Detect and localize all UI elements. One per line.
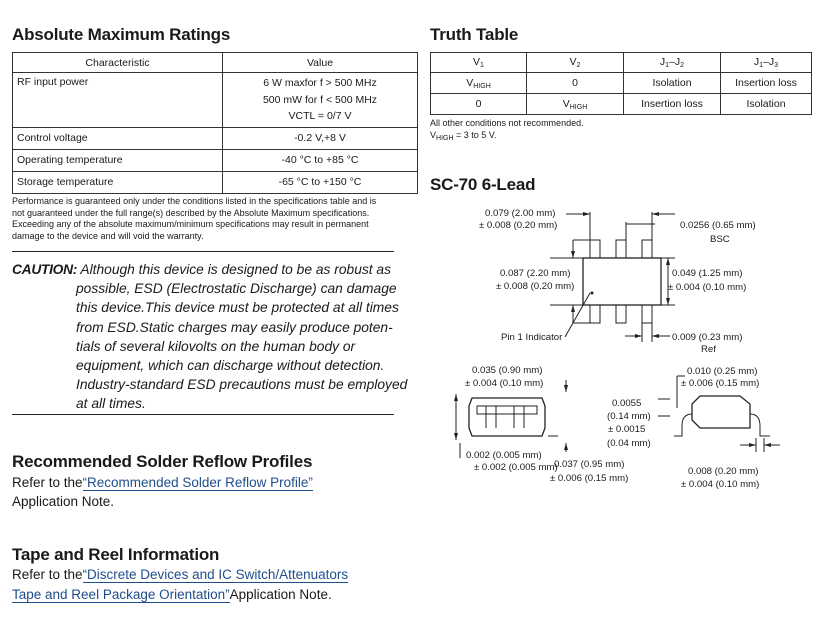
tape-link-line2[interactable]: Tape and Reel Package Orientation” <box>12 586 230 602</box>
amr-row-char: Control voltage <box>13 127 223 149</box>
package-body-top <box>583 258 661 305</box>
amr-title: Absolute Maximum Ratings <box>12 25 231 44</box>
dim-label: ± 0.004 (0.10 mm) <box>668 282 747 293</box>
dim-label: 0.009 (0.23 mm) <box>672 332 743 343</box>
dim-label: ± 0.002 (0.005 mm) <box>474 462 558 473</box>
truth-note-2: $V_{HIGH} = 3$ to 5 V. <box>430 129 497 142</box>
dim-label: 0.0256 (0.65 mm) <box>680 220 756 231</box>
dim-label: BSC <box>710 234 730 245</box>
dim-label: 0.010 (0.25 mm) <box>687 366 758 377</box>
truth-title: Truth Table <box>430 25 519 44</box>
caution-label: CAUTION: <box>12 262 78 277</box>
footnote-line: Exceeding any of the absolute maximum/minimum specifications may result in permanent <box>12 219 369 230</box>
amr-row-value: -65 °C to +150 °C <box>223 171 418 193</box>
truth-header-sub: 2 <box>576 62 581 69</box>
truth-cell: Insertion loss <box>624 94 721 115</box>
dim-label: 0.049 (1.25 mm) <box>672 268 743 279</box>
dim-label: ± 0.008 (0.20 mm) <box>496 281 575 292</box>
pin1-indicator-label: Pin 1 Indicator <box>501 332 563 343</box>
dim-label: ± 0.0015 <box>608 424 646 435</box>
reflow-title: Recommended Solder Reflow Profiles <box>12 452 313 471</box>
caution-line: at all times. <box>76 396 146 412</box>
package-lead <box>642 240 652 258</box>
package-lead <box>642 305 652 323</box>
dim-label: ± 0.008 (0.20 mm) <box>479 220 558 231</box>
dim-label: ± 0.006 (0.15 mm) <box>550 473 629 484</box>
caution-line: equipment, which can discharge without detection. <box>76 358 385 374</box>
package-end-view <box>692 396 750 428</box>
reflow-link[interactable]: “Recommended Solder Reflow Profile” <box>82 475 313 490</box>
package-lead <box>616 240 626 258</box>
amr-value-line: VCTL = 0/7 V <box>288 110 352 122</box>
footnote-line: Performance is guaranteed only under the conditions listed in the specifications table and is <box>12 196 377 206</box>
caution-block <box>12 260 412 414</box>
dim-label: 0.035 (0.90 mm) <box>472 365 543 376</box>
amr-value-line: 6 W maxfor f > 500 MHz <box>263 77 377 89</box>
amr-value-line: 500 mW for f < 500 MHz <box>262 93 378 106</box>
dim-label: ± 0.006 (0.15 mm) <box>681 378 760 389</box>
truth-note-1: All other conditions not recommended. <box>430 118 584 128</box>
truth-cell: 0 <box>431 94 527 115</box>
package-lead <box>616 305 626 323</box>
package-title: SC-70 6-Lead <box>430 175 536 194</box>
dim-label: 0.0055 <box>612 398 642 409</box>
footnote-line: not guaranteed under the full range(s) described by the Absolute Maximum specifications. <box>12 207 370 218</box>
caution-line: Although this device is designed to be as robust as <box>80 262 392 277</box>
dim-label: (0.04 mm) <box>607 438 651 449</box>
dim-label: 0.087 (2.20 mm) <box>500 268 571 279</box>
divider <box>12 251 394 252</box>
truth-header-sub: 1 <box>480 62 484 69</box>
amr-row-value: -40 °C to +85 °C <box>223 149 418 171</box>
amr-row-value: -0.2 V,+8 V <box>223 127 418 149</box>
caution-line: tials of several kilovolts on the human body or <box>76 338 356 354</box>
amr-row-char: Storage temperature <box>13 171 223 193</box>
divider <box>12 414 394 415</box>
package-lead <box>590 305 600 323</box>
truth-header-v1: $V_1$ <box>431 53 527 73</box>
dim-label: (0.14 mm) <box>607 411 651 422</box>
package-side-view <box>469 398 545 436</box>
dim-label: ± 0.004 (0.10 mm) <box>681 479 760 490</box>
amr-row-value <box>223 73 418 128</box>
dim-label: 0.037 (0.95 mm) <box>554 459 625 470</box>
amr-table <box>12 52 418 194</box>
footnote-line: damage to the device and will void the warranty. <box>12 230 204 241</box>
caution-line: this device.This device must be protected at all times <box>76 300 399 316</box>
truth-header-v2: $V_2$ <box>527 53 624 73</box>
dim-label: 0.079 (2.00 mm) <box>485 208 556 219</box>
truth-cell: $V_{HIGH}$ <box>527 94 624 115</box>
truth-cell: Insertion loss <box>721 73 812 94</box>
tape-title: Tape and Reel Information <box>12 545 220 564</box>
reflow-prefix: Refer to the <box>12 475 83 490</box>
amr-footnote <box>12 196 424 242</box>
tape-text <box>12 565 348 604</box>
reflow-text <box>12 473 313 511</box>
dim-label: ± 0.004 (0.10 mm) <box>465 378 544 389</box>
dim-label: 0.002 (0.005 mm) <box>466 450 542 461</box>
tape-link-line1[interactable]: “Discrete Devices and IC Switch/Attenuators <box>82 567 349 582</box>
truth-table <box>430 52 812 115</box>
caution-line: possible, ESD (Electrostatic Discharge) can damage <box>76 281 397 297</box>
amr-row-char: Operating temperature <box>13 149 223 171</box>
reflow-suffix: Application Note. <box>12 494 115 509</box>
truth-notes <box>430 118 584 144</box>
truth-cell: $V_{HIGH}$ <box>431 73 527 94</box>
truth-cell: 0 <box>527 73 624 94</box>
package-lead <box>590 240 600 258</box>
truth-cell: Isolation <box>721 94 812 115</box>
truth-header-j1j3: $J_1-J_3$ <box>721 53 812 73</box>
truth-cell: Isolation <box>624 73 721 94</box>
tape-suffix: Application Note. <box>229 586 332 602</box>
amr-header-value: Value <box>223 53 418 73</box>
caution-line: Industry-standard ESD precautions must be employed <box>76 377 408 393</box>
dim-label: Ref <box>701 344 716 355</box>
dim-label: 0.008 (0.20 mm) <box>688 466 759 477</box>
tape-prefix: Refer to the <box>12 567 83 582</box>
amr-header-characteristic: Characteristic <box>13 53 223 73</box>
truth-header-j1j2: $J_1-J_2$ <box>624 53 721 73</box>
amr-row-char: RF input power <box>13 73 223 128</box>
caution-line: from ESD.Static charges may easily produce poten- <box>76 319 393 335</box>
